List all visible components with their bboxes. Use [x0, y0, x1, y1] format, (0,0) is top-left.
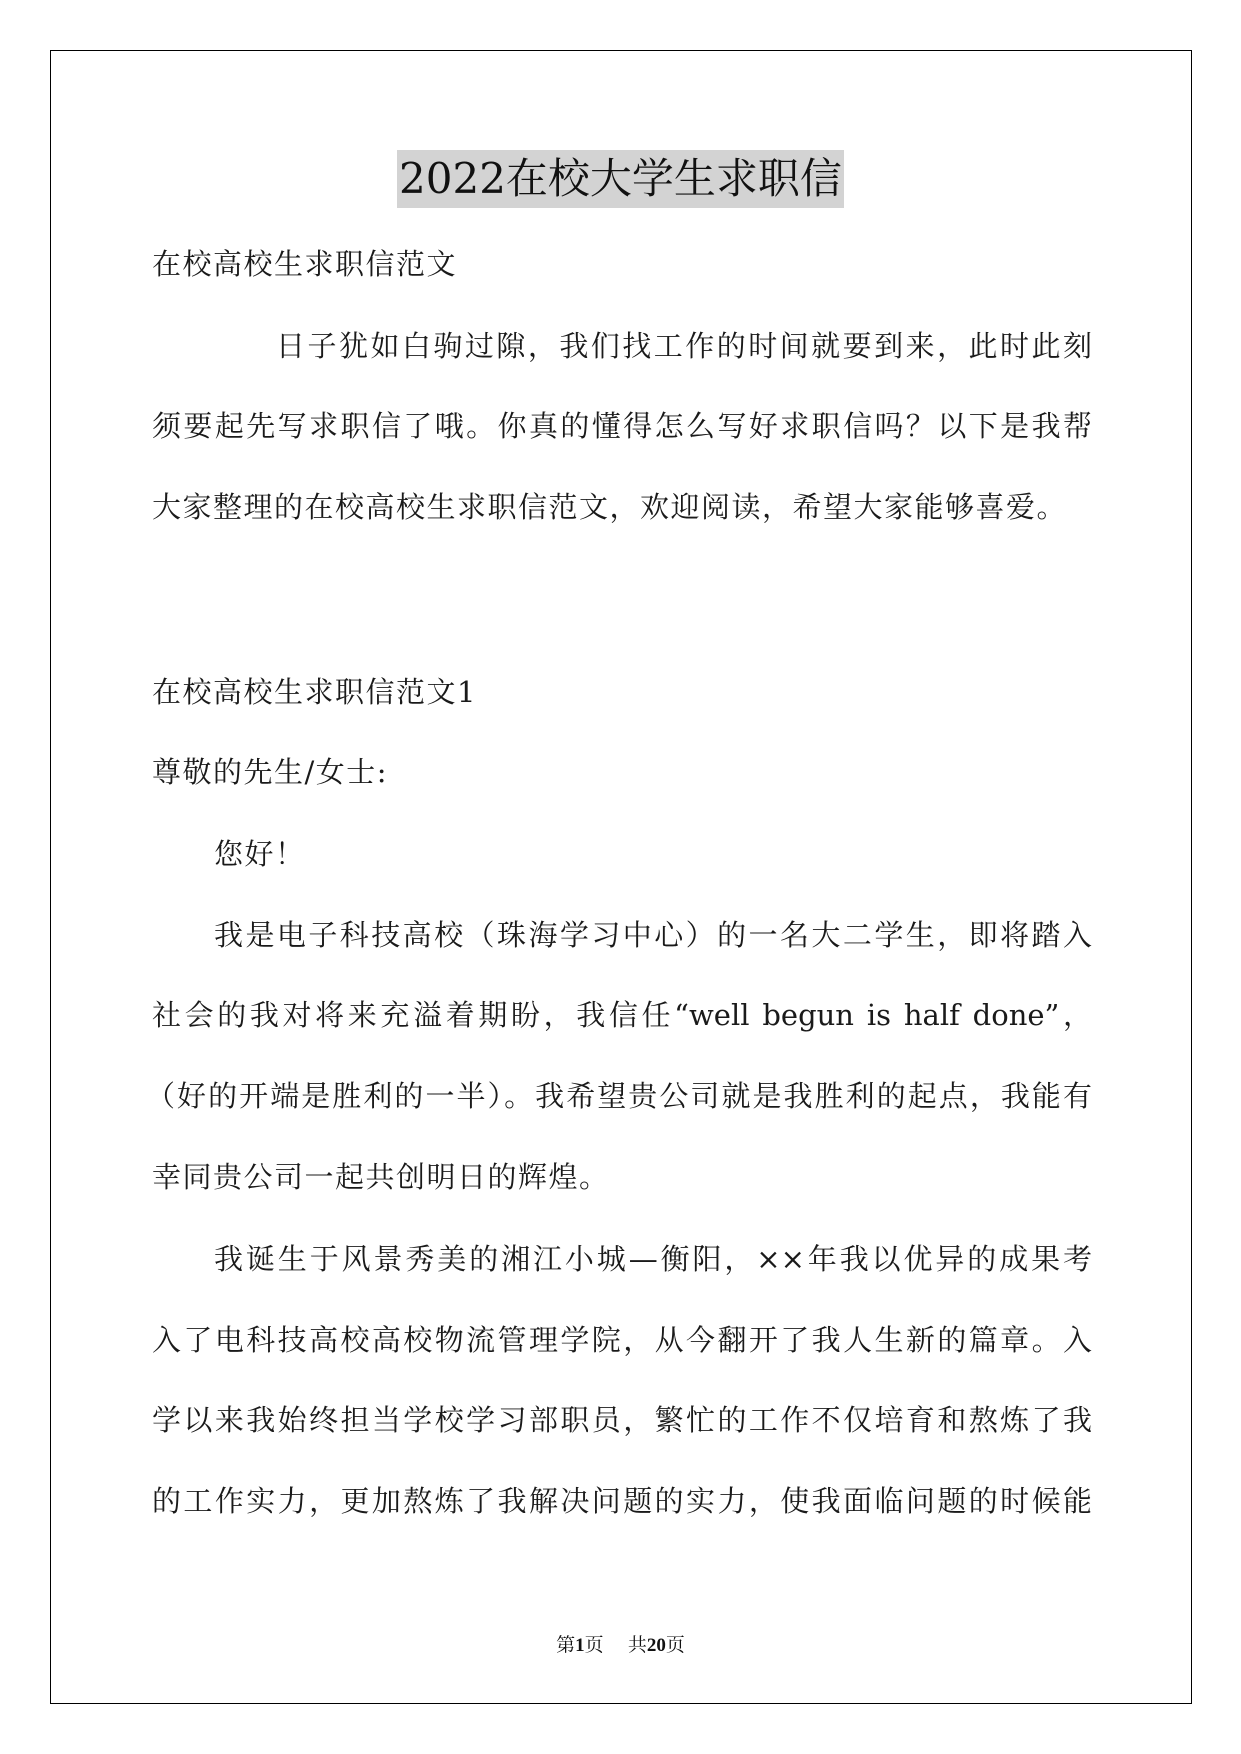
greeting: 您好！ — [214, 837, 306, 871]
paragraph-line: 社会的我对将来充溢着期盼，我信任“well begun is half done”， — [152, 998, 1092, 1032]
section-heading: 在校高校生求职信范文1 — [152, 675, 477, 709]
salutation: 尊敬的先生/女士: — [152, 755, 389, 789]
paragraph-line: 我是电子科技高校（珠海学习中心）的一名大二学生，即将踏入 — [214, 918, 1092, 952]
title-container — [0, 150, 1241, 208]
paragraph-line: 大家整理的在校高校生求职信范文，欢迎阅读，希望大家能够喜爱。 — [152, 490, 1068, 524]
paragraph-line: 幸同贵公司一起共创明日的辉煌。 — [152, 1160, 610, 1194]
paragraph-line: 日子犹如白驹过隙，我们找工作的时间就要到来，此时此刻 — [276, 329, 1092, 363]
section-heading: 在校高校生求职信范文 — [152, 247, 458, 281]
footer-page-suffix: 页 — [665, 1634, 685, 1656]
page-border — [50, 50, 1192, 1704]
paragraph-line: （好的开端是胜利的一半）。我希望贵公司就是我胜利的起点，我能有 — [146, 1079, 1092, 1113]
footer-page-mid: 页 共 — [584, 1634, 647, 1656]
footer-page-current: 1 — [575, 1635, 585, 1656]
paragraph-line: 我诞生于风景秀美的湘江小城—衡阳，××年我以优异的成果考 — [214, 1242, 1092, 1276]
document-title: 2022在校大学生求职信 — [397, 150, 844, 208]
paragraph-line: 入了电科技高校高校物流管理学院，从今翻开了我人生新的篇章。入 — [152, 1323, 1092, 1357]
paragraph-line: 学以来我始终担当学校学习部职员，繁忙的工作不仅培育和熬炼了我 — [152, 1403, 1092, 1437]
footer-page-total: 20 — [646, 1635, 666, 1656]
paragraph-line: 须要起先写求职信了哦。你真的懂得怎么写好求职信吗？以下是我帮 — [152, 409, 1092, 443]
footer-page-prefix: 第 — [556, 1634, 576, 1656]
paragraph-line: 的工作实力，更加熬炼了我解决问题的实力，使我面临问题的时候能 — [152, 1484, 1092, 1518]
page-footer — [0, 1633, 1241, 1658]
